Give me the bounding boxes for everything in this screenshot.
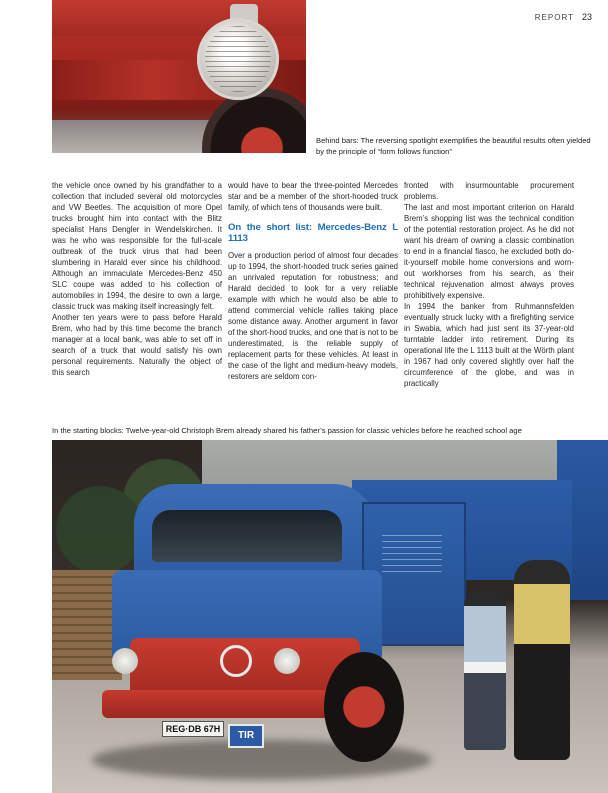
section-label: REPORT [534,13,574,22]
running-head [535,12,592,22]
license-plate: REG·DB 67H [162,721,224,737]
column-2 [228,180,398,382]
main-photo-caption: In the starting blocks: Twelve-year-old Christoph Brem already shared his father’s passion for classic vehicles before he reached school age [52,426,522,435]
headlight-right [274,648,300,674]
front-wheel [324,652,404,762]
lamp-grill [205,26,271,92]
paragraph: would have to bear the three-pointed Mercedes star and be a member of the short-hooded truck family, of which tens of thousands were built. [228,181,398,212]
headlight-left [112,648,138,674]
article-columns [52,180,598,404]
mercedes-star-icon [220,645,252,677]
paragraph: the vehicle once owned by his grandfather to a collection that included several old motorcycles and VW Beetles. The acquisition of more Opel trucks brought him into contact with the Blitz specialist Hans Dengler in Wendelskirchen. It was he who was responsible for the full-scale outbreak of the truck virus that had been slumbering in Harald ever since his childhood. Although an immaculate Mercedes-Benz 450 SLC coupe was added to his collection of automobiles in 1994, the desire to own a large, classic truck was making itself increasingly felt. [52,181,222,311]
page-number: 23 [581,12,592,22]
reversing-spotlight [197,18,279,100]
tir-plate: TIR [228,724,264,748]
paragraph: The last and most important criterion on Harald Brem’s shopping list was the technical condition of the potential restoration project. As he did not want his dream of owning a classic combination to end in a financial fiasco, he excluded both do-it-yourself mobile home conversions and worn-out workhorses from his search, as their technical rejuvenation almost always proves prohibitively expensive. [404,203,574,300]
spotlight-photo [52,0,306,153]
column-3 [404,180,574,389]
boy-figure [464,590,506,750]
bumper [102,690,362,718]
paragraph: Over a production period of almost four decades up to 1994, the short-hooded truck series gained an unrivaled reputation for robustness; and Harald decided to look for a very reliable example with which he would also be able to attend commercial vehicle rallies taking place some distance away. Another argument in favor of the short-hood trucks, and one that is not to be underestimated, is the reliable supply of replacement parts for these vehicles. At least in the case of the light and medium-heavy models, restorers are seldom con- [228,251,398,381]
paragraph: fronted with insurmountable procurement problems. [404,181,574,201]
man-figure [514,560,570,760]
subheading: On the short list: Mercedes-Benz L 1113 [228,222,398,244]
paragraph: Another ten years were to pass before Harald Brem, who had by this time become the branch manager at a local bank, was able to set off in search of a truck that would satisfy his own personal requirements. Naturally the object of this search [52,313,222,377]
truck-photo [52,440,608,793]
top-photo-caption: Behind bars: The reversing spotlight exemplifies the beautiful results often yielded by the principle of “form follows function” [316,136,591,156]
column-1 [52,180,222,378]
paragraph: In 1994 the banker from Ruhmannsfelden eventually struck lucky with a firefighting service in Swabia, which had just sent its 37-year-old turntable ladder into retirement. During its operational life the L 1113 built at the Wörth plant in 1967 had only covered slightly over half the circumference of the globe, and was in practically [404,302,574,388]
windscreen [152,510,342,562]
door-lettering [382,532,442,572]
